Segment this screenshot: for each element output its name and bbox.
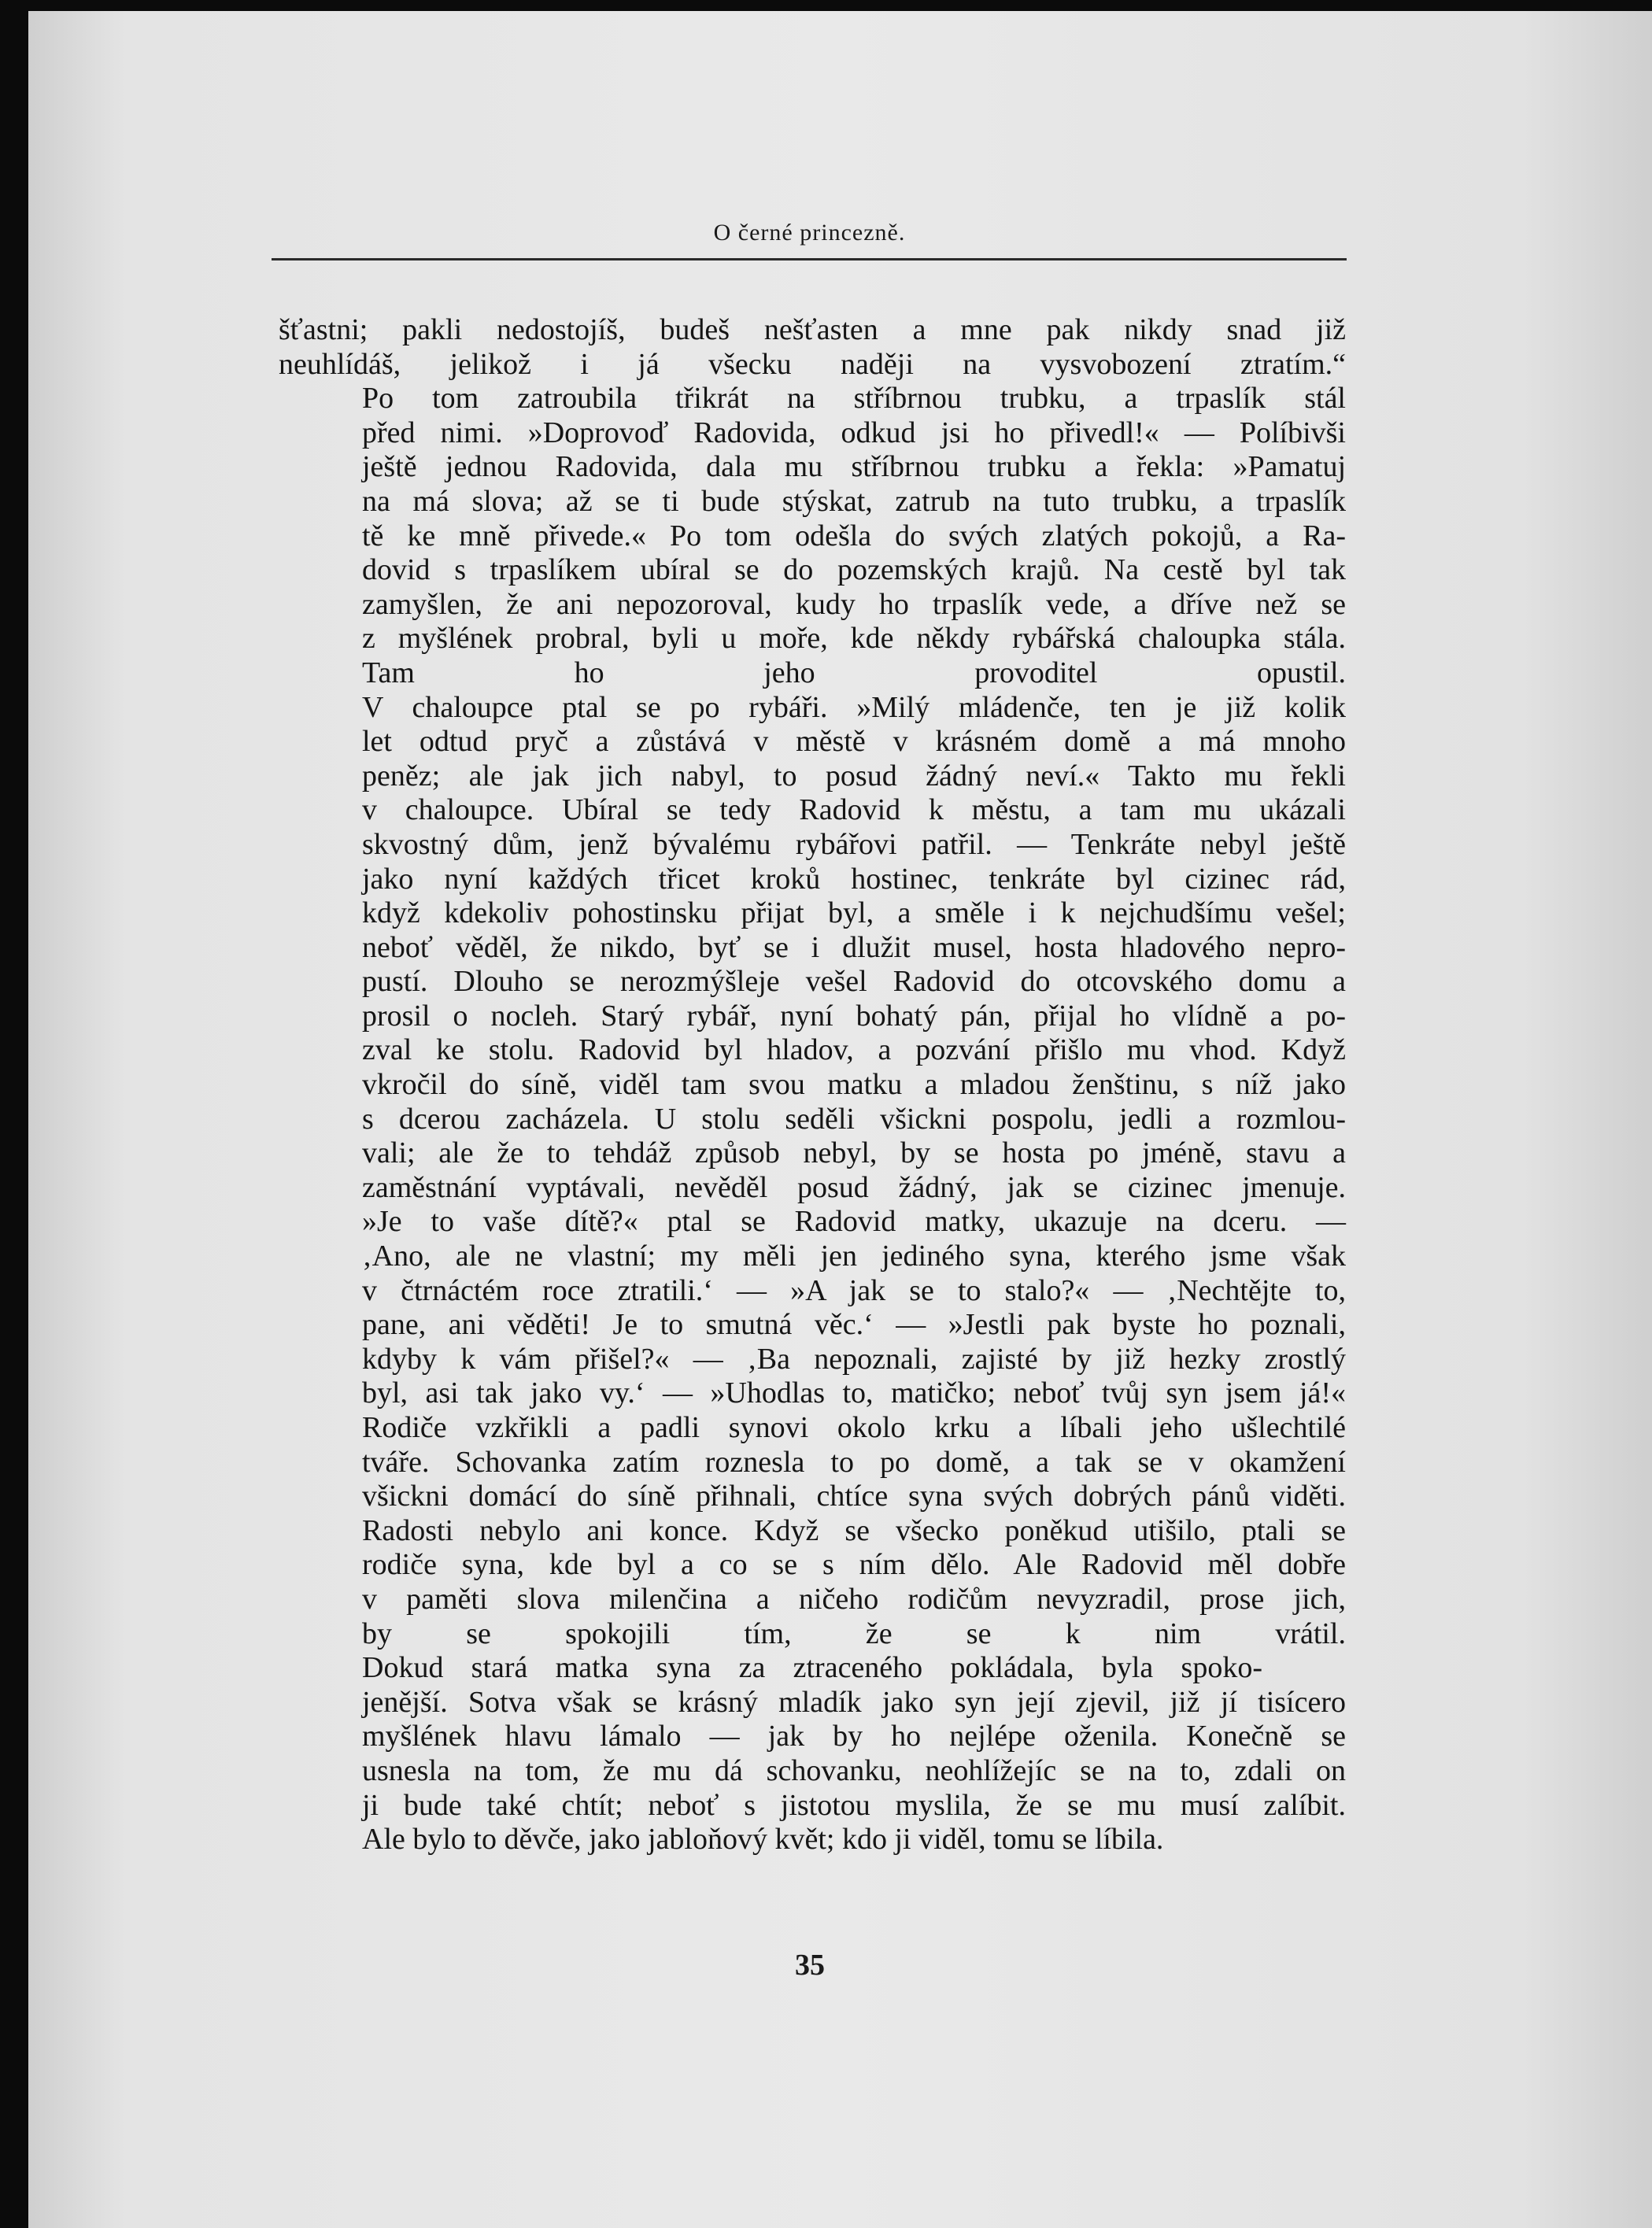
text-line: když kdekoliv pohostinsku přijat byl, a směle i k nejchudšímu vešel;	[362, 896, 1346, 930]
text-line: všickni domácí do síně přihnali, chtíce syna svých dobrých pánů viděti.	[362, 1480, 1346, 1513]
text-line: Radosti nebylo ani konce. Když se všecko poněkud utišilo, ptali se	[362, 1513, 1346, 1547]
text-line: pustí. Dlouho se nerozmýšleje vešel Radovid do otcovského domu a	[362, 965, 1346, 999]
text-line: zamyšlen, že ani nepozoroval, kudy ho trpaslík vede, a dříve než se	[362, 587, 1346, 621]
paragraph-5	[279, 1411, 1346, 1651]
text-line: by se spokojili tím, že se k nim vrátil.	[362, 1617, 1346, 1650]
text-line: vkročil do síně, viděl tam svou matku a mladou ženštinu, s níž jako	[362, 1068, 1346, 1102]
paragraph-2	[279, 382, 1346, 690]
paragraph-3	[279, 691, 1346, 1206]
text-line: jenější. Sotva však se krásný mladík jako syn její zjevil, již jí tisícero	[362, 1685, 1346, 1719]
text-line: V chaloupce ptal se po rybáři. »Milý mládenče, ten je již kolik	[362, 690, 1346, 724]
text-line: v chaloupce. Ubíral se tedy Radovid k městu, a tam mu ukázali	[362, 793, 1346, 827]
text-line: ‚Ano, ale ne vlastní; my měli jen jediného syna, kterého jsme však	[362, 1240, 1346, 1273]
text-line: s dcerou zacházela. U stolu seděli všickni pospolu, jedli a rozmlou-	[362, 1102, 1346, 1136]
paragraph-6	[279, 1651, 1346, 1857]
text-line: tě ke mně přivede.« Po tom odešla do svých zlatých pokojů, a Ra-	[362, 519, 1346, 552]
text-line: dovid s trpaslíkem ubíral se do pozemských krajů. Na cestě byl tak	[362, 553, 1346, 587]
paragraph-1	[279, 313, 1346, 382]
text-line: rodiče syna, kde byl a co se s ním dělo. Ale Radovid měl dobře	[362, 1548, 1346, 1582]
text-line: »Je to vaše dítě?« ptal se Radovid matky, ukazuje na dceru. —	[362, 1205, 1346, 1239]
text-line: v čtrnáctém roce ztratili.‘ — »A jak se to stalo?« — ‚Nechtějte to,	[362, 1273, 1346, 1307]
paragraph-4	[279, 1205, 1346, 1411]
text-line: usnesla na tom, že mu dá schovanku, neohlížejíc se na to, zdali on	[362, 1753, 1346, 1787]
text-line: zaměstnání vyptávali, nevěděl posud žádný, jak se cizinec jmenuje.	[362, 1170, 1346, 1204]
text-line: v paměti slova milenčina a ničeho rodičům nevyzradil, prose jich,	[362, 1582, 1346, 1616]
text-line: zval ke stolu. Radovid byl hladov, a pozvání přišlo mu vhod. Když	[362, 1033, 1346, 1067]
text-line: vali; ale že to tehdáž způsob nebyl, by se hosta po jméně, stavu a	[362, 1136, 1346, 1170]
text-line: Ale bylo to děvče, jako jabloňový květ; kdo ji viděl, tomu se líbila.	[362, 1823, 1164, 1857]
header-rule	[272, 258, 1347, 260]
page-number: 35	[795, 1949, 825, 1982]
text-line: Tam ho jeho provoditel opustil.	[362, 656, 1346, 689]
text-line: Dokud stará matka syna za ztraceného pokládala, byla spoko-	[362, 1651, 1262, 1685]
body-text	[279, 313, 1346, 1857]
text-line: Po tom zatroubila třikrát na stříbrnou trubku, a trpaslík stál	[362, 382, 1346, 416]
text-line: pane, ani věděti! Je to smutná věc.‘ — »Jestli pak byste ho poznali,	[362, 1308, 1346, 1342]
text-line: neuhlídáš, jelikož i já všecku naději na vysvobození ztratím.“	[279, 347, 1346, 381]
text-line: ji bude také chtít; neboť s jistotou myslila, že se mu musí zalíbit.	[362, 1788, 1346, 1822]
text-line: kdyby k vám přišel?« — ‚Ba nepoznali, zajisté by již hezky zrostlý	[362, 1342, 1346, 1376]
text-line: před nimi. »Doprovoď Radovida, odkud jsi ho přivedl!« — Políbivši	[362, 416, 1346, 449]
text-line: skvostný dům, jenž bývalému rybářovi patřil. — Tenkráte nebyl ještě	[362, 827, 1346, 861]
text-line: byl, asi tak jako vy.‘ — »Uhodlas to, matičko; neboť tvůj syn jsem já!«	[362, 1376, 1346, 1410]
text-line: ještě jednou Radovida, dala mu stříbrnou trubku a řekla: »Pamatuj	[362, 450, 1346, 484]
text-line: jako nyní každých třicet kroků hostinec, tenkráte byl cizinec rád,	[362, 862, 1346, 896]
text-line: myšlének hlavu lámalo — jak by ho nejlépe oženila. Konečně se	[362, 1720, 1346, 1753]
text-line: z myšlének probral, byli u moře, kde někdy rybářská chaloupka stála.	[362, 622, 1346, 656]
text-line: Rodiče vzkřikli a padli synovi okolo krku a líbali jeho ušlechtilé	[362, 1411, 1346, 1444]
running-header: O černé princezně.	[713, 220, 906, 246]
text-line: let odtud pryč a zůstává v městě v krásném domě a má mnoho	[362, 725, 1346, 759]
text-line: na má slova; až se ti bude stýskat, zatrub na tuto trubku, a trpaslík	[362, 484, 1346, 518]
text-line: tváře. Schovanka zatím roznesla to po domě, a tak se v okamžení	[362, 1445, 1346, 1479]
text-line: peněz; ale jak jich nabyl, to posud žádný neví.« Takto mu řekli	[362, 759, 1346, 793]
text-line: prosil o nocleh. Starý rybář, nyní bohatý pán, přijal ho vlídně a po-	[362, 999, 1346, 1033]
text-line: šťastni; pakli nedostojíš, budeš nešťasten a mne pak nikdy snad již	[279, 313, 1346, 346]
text-line: neboť věděl, že nikdo, byť se i dlužit musel, hosta hladového nepro-	[362, 930, 1346, 964]
